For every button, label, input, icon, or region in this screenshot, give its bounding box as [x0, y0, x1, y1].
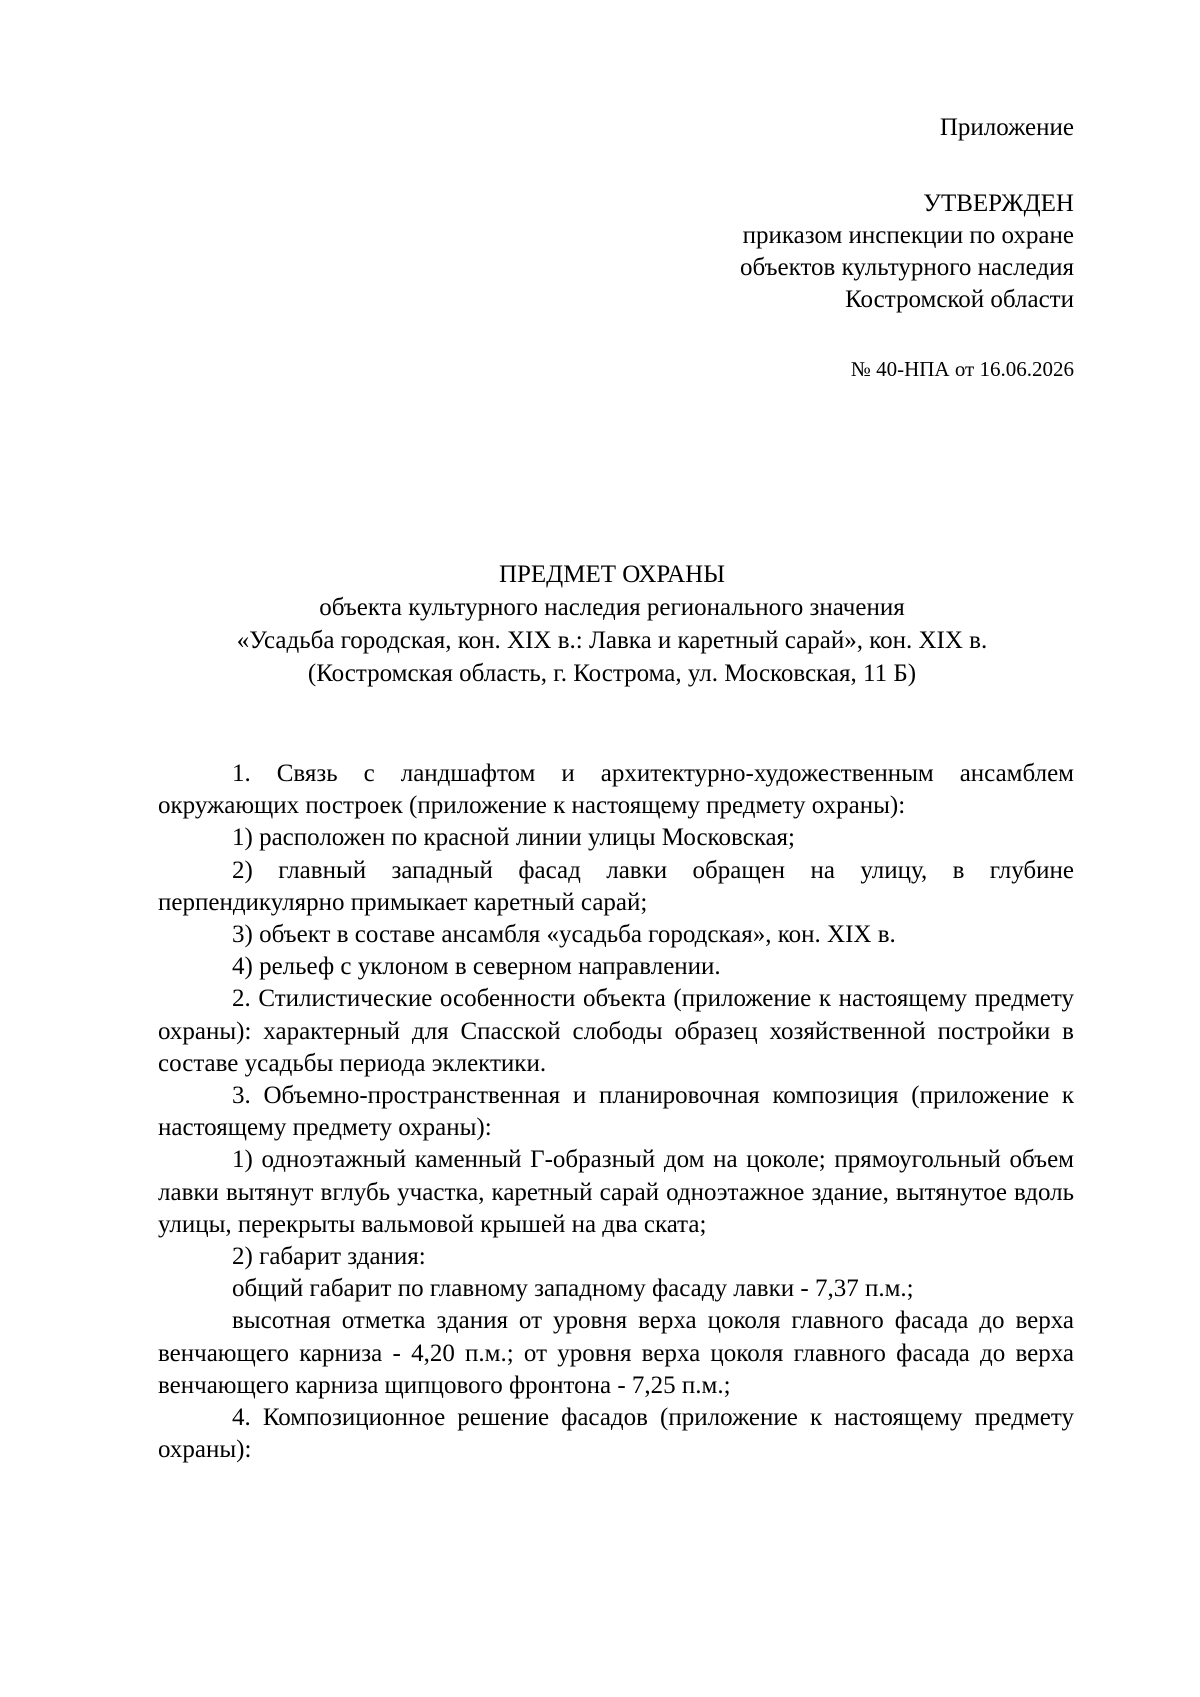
paragraph: 4. Композиционное решение фасадов (приложение к настоящему предмету охраны):: [158, 1404, 1074, 1464]
paragraph: 3. Объемно-пространственная и планировочная композиция (приложение к настоящему предмету охраны):: [158, 1082, 1074, 1142]
paragraph: 1) одноэтажный каменный Г-образный дом на цоколе; прямоугольный объем лавки вытянут вглубь участка, каретный сарай одноэтажное здание, вытянутое вдоль улицы, перекрыты вальмовой крышей на два ската;: [158, 1146, 1074, 1238]
paragraph: 3) объект в составе ансамбля «усадьба городская», кон. XIX в.: [232, 921, 896, 949]
paragraph: 1) расположен по красной линии улицы Московская;: [232, 824, 796, 852]
paragraph: 2. Стилистические особенности объекта (приложение к настоящему предмету охраны): характерный для Спасской слободы образец хозяйственной постройки в составе усадьбы периода эклектики.: [158, 985, 1074, 1077]
paragraph: 4) рельеф с уклоном в северном направлении.: [232, 953, 721, 981]
approval-line-2: объектов культурного наследия: [740, 254, 1074, 281]
title-line-2: «Усадьба городская, кон. XIX в.: Лавка и каретный сарай», кон. XIX в.: [236, 627, 988, 654]
annex-label-text: Приложение: [939, 114, 1074, 141]
title-line-1: объекта культурного наследия регионального значения: [319, 594, 905, 621]
approval-approved: УТВЕРЖДЕН: [923, 190, 1074, 217]
paragraph: 2) главный западный фасад лавки обращен на улицу, в глубине перпендикулярно примыкает каретный сарай;: [158, 856, 1074, 916]
paragraph: 1. Связь с ландшафтом и архитектурно-художественным ансамблем окружающих построек (приложение к настоящему предмету охраны):: [158, 760, 1074, 820]
title-line-3: (Костромская область, г. Кострома, ул. Московская, 11 Б): [307, 660, 917, 687]
document-title: [150, 558, 1074, 690]
order-number: № 40-НПА от 16.06.2026: [850, 357, 1074, 381]
title-heading: ПРЕДМЕТ ОХРАНЫ: [498, 561, 726, 588]
document-body: [158, 758, 1074, 1466]
annex-label: [940, 112, 1074, 144]
approval-line-3: Костромской области: [845, 286, 1074, 313]
approval-stamp: [740, 188, 1074, 316]
paragraph: высотная отметка здания от уровня верха цоколя главного фасада до верха венчающего карниза - 4,20 п.м.; от уровня верха цоколя главного фасада до верха венчающего карниза щипцового фронтона - 7,25 п.м.;: [158, 1307, 1074, 1399]
approval-line-1: приказом инспекции по охране: [742, 222, 1074, 249]
paragraph: 2) габарит здания:: [232, 1243, 426, 1271]
paragraph: общий габарит по главному западному фасаду лавки - 7,37 п.м.;: [232, 1275, 914, 1303]
